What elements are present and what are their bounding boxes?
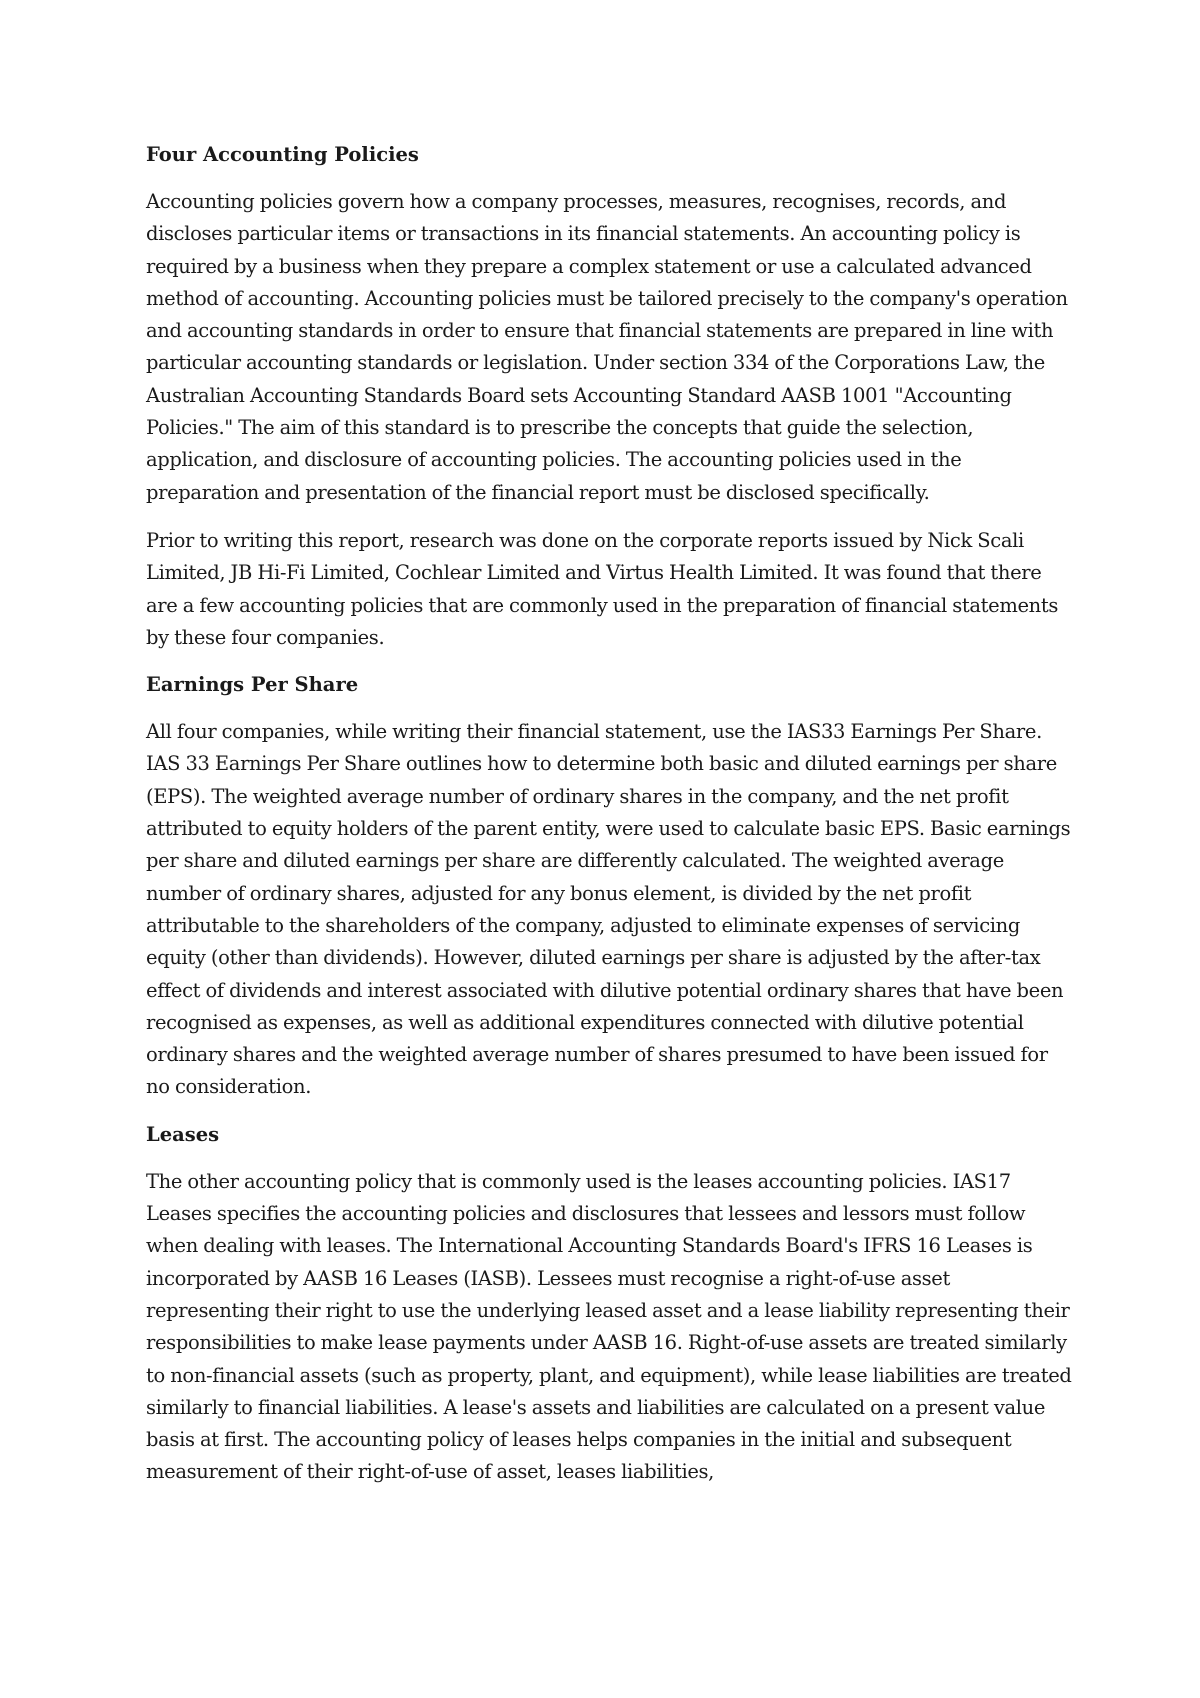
paragraph-accounting-policies-intro: Accounting policies govern how a company processes, measures, recognises, records, and discloses particular items or transactions in its financial statements. An accounting policy is required by a business when they prepare a complex statement or use a calculated advanced method of accounting. Accounting policies must be tailored precisely to the company's operation and accounting standards in order to ensure that financial statements are prepared in line with particular accounting standards or legislation. Under section 334 of the Corporations Law, the Australian Accounting Standards Board sets Accounting Standard AASB 1001 "Accounting Policies." The aim of this standard is to prescribe the concepts that guide the selection, application, and disclosure of accounting policies. The accounting policies used in the preparation and presentation of the financial report must be disclosed specifically. bbox=[146, 190, 1068, 504]
section-heading-earnings-per-share: Earnings Per Share bbox=[146, 673, 359, 697]
paragraph-research-note: Prior to writing this report, research was done on the corporate reports issued by Nick Scali Limited, JB Hi-Fi Limited, Cochlear Limited and Virtus Health Limited. It was found that there are a few accounting policies that are commonly used in the preparation of financial statements by these four companies. bbox=[146, 528, 1059, 649]
section-heading-leases: Leases bbox=[146, 1122, 220, 1146]
section-heading-accounting-policies: Four Accounting Policies bbox=[146, 143, 419, 166]
paragraph-earnings-per-share: All four companies, while writing their financial statement, use the IAS33 Earnings Per Share. IAS 33 Earnings Per Share outlines how to determine both basic and diluted earnings per share (EPS). The weighted average number of ordinary shares in the company, and the net profit attributed to equity holders of the parent entity, were used to calculate basic EPS. Basic earnings per share and diluted earnings per share are differently calculated. The weighted average number of ordinary shares, adjusted for any bonus element, is divided by the net profit attributable to the shareholders of the company, adjusted to eliminate expenses of servicing equity (other than dividends). However, diluted earnings per share is adjusted by the after-tax effect of dividends and interest associated with dilutive potential ordinary shares that have been recognised as expenses, as well as additional expenditures connected with dilutive potential ordinary shares and the weighted average number of shares presumed to have been issued for no consideration. bbox=[146, 720, 1071, 1099]
paragraph-leases: The other accounting policy that is commonly used is the leases accounting policies. IAS17 Leases specifies the accounting policies and disclosures that lessees and lessors must follow when dealing with leases. The International Accounting Standards Board's IFRS 16 Leases is incorporated by AASB 16 Leases (IASB). Lessees must recognise a right-of-use asset representing their right to use the underlying leased asset and a lease liability representing their responsibilities to make lease payments under AASB 16. Right-of-use assets are treated similarly to non-financial assets (such as property, plant, and equipment), while lease liabilities are treated similarly to financial liabilities. A lease's assets and liabilities are calculated on a present value basis at first. The accounting policy of leases helps companies in the initial and subsequent measurement of their right-of-use of asset, leases liabilities, bbox=[146, 1169, 1072, 1484]
document-page bbox=[146, 140, 1076, 1505]
